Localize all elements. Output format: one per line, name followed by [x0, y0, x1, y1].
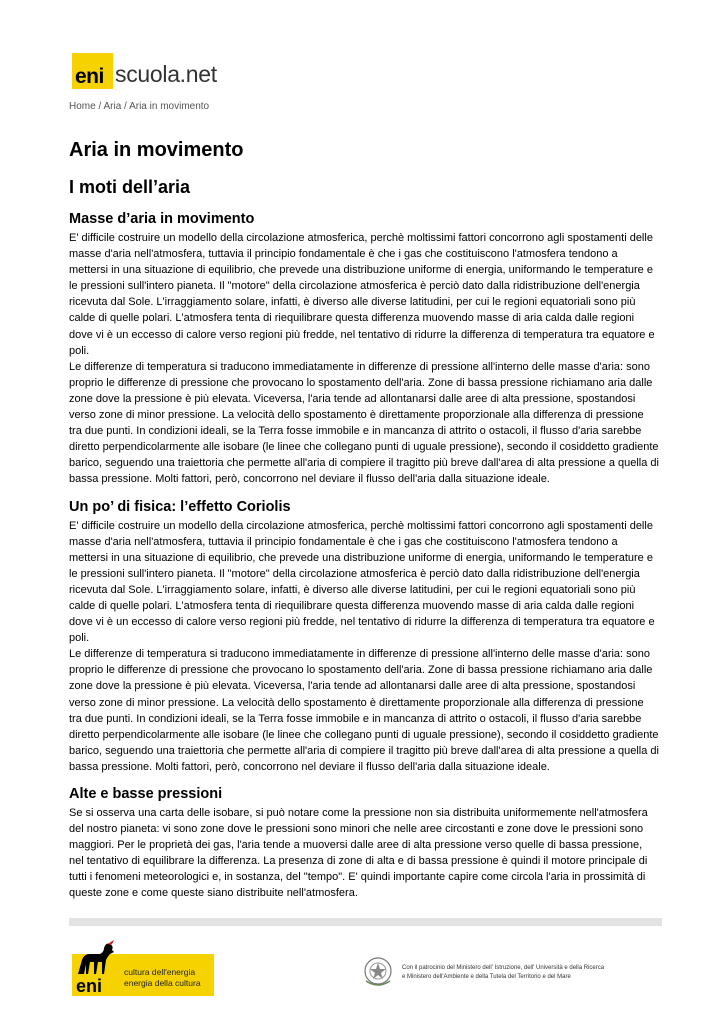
- section-alte-basse-pressioni: [69, 783, 659, 902]
- paragraph: Le differenze di temperatura si traducono immediatamente in differenze di pressione all'interno delle masse d'aria: sono proprio le differenze di pressione che provocano lo spostamento dell'aria. Zone di bassa pressione richiamano aria dalle zone dove la pressione è più elevata. Viceversa, l'aria tende ad allontanarsi dalle aree di alta pressione, spostandosi verso zone di minor pressione. La velocità dello spostamento è direttamente proporzionale alla differenza di pressione tra due punti. In condizioni ideali, se la Terra fosse immobile e in mancanza di attrito o ostacoli, il flusso d'aria sarebbe diretto perpendicolarmente alle isobare (le linee che collegano punti di uguale pressione), secondo il cosiddetto gradiente barico, seguendo una traiettoria che permette all'aria di compiere il tragitto più breve dall'area di alta pressione a quella di bassa pressione. Molti fattori, però, concorrono nel deviare il flusso dell'aria dalla situazione ideale.: [69, 360, 659, 486]
- article: [69, 136, 659, 902]
- section-heading: Masse d’aria in movimento: [69, 211, 255, 227]
- breadcrumb-home[interactable]: Home: [69, 101, 96, 112]
- footer-brand: eni: [76, 976, 103, 996]
- section-heading: Alte e basse pressioni: [69, 786, 223, 802]
- section-coriolis: [69, 496, 659, 776]
- patronage-line: e Ministero dell'Ambiente e della Tutela del Territorio e del Mare: [402, 974, 571, 980]
- logo-brand: eni: [75, 65, 104, 88]
- paragraph: Se si osserva una carta delle isobare, si può notare come la pressione non sia distribuita uniformemente nell'atmosfera del nostro pianeta: vi sono zone dove le pressioni sono minori che nelle aree circostanti e zone dove le pressioni sono maggiori. Per le proprietà dei gas, l'aria tende a muoversi dalle aree di alta pressione verso quelle di bassa pressione, nel tentativo di equilibrare la differenza. La presenza di zone di alta e di bassa pressione è quindi il motore principale di tutti i fenomeni meteorologici e, in sostanza, del "tempo". E' quindi importante capire come circola l'aria in prossimità di queste zone e come queste siano distribuite nell'atmosfera.: [69, 807, 648, 900]
- tagline-line: energia della cultura: [124, 978, 201, 988]
- paragraph: Le differenze di temperatura si traducono immediatamente in differenze di pressione all'interno delle masse d'aria: sono proprio le differenze di pressione che provocano lo spostamento dell'aria. Zone di bassa pressione richiamano aria dalle zone dove la pressione è più elevata. Viceversa, l'aria tende ad allontanarsi dalle aree di alta pressione, spostandosi verso zone di minor pressione. La velocità dello spostamento è direttamente proporzionale alla differenza di pressione tra due punti. In condizioni ideali, se la Terra fosse immobile e in mancanza di attrito o ostacoli, il flusso d'aria sarebbe diretto perpendicolarmente alle isobare (le linee che collegano punti di uguale pressione), secondo il cosiddetto gradiente barico, seguendo una traiettoria che permette all'aria di compiere il tragitto più breve dall'area di alta pressione a quella di bassa pressione. Molti fattori, però, concorrono nel deviare il flusso dell'aria dalla situazione ideale.: [69, 648, 659, 773]
- paragraph: E' difficile costruire un modello della circolazione atmosferica, perchè moltissimi fattori concorrono agli spostamenti delle masse d'aria nell'atmosfera, tuttavia il principio fondamentale è che i gas che costituiscono l'atmosfera tendono a mettersi in una situazione di equilibrio, che prevede una distribuzione uniforme di energia, uniformando le temperature e le pressioni sull'intero pianeta. Il "motore" della circolazione atmosferica è perciò dato dalla ridistribuzione dell'energia ricevuta dal Sole. L'irraggiamento solare, infatti, è diverso alle diverse latitudini, per cui le regioni equatoriali sono più calde di quelle polari. L'atmosfera tenta di riequilibrare questa differenza muovendo masse di aria calda dalle regioni dove vi è un eccesso di calore verso regioni più fredde, nel tentativo di ridurre la differenza di temperatura tra equatore e poli.: [69, 232, 655, 357]
- footer-divider: [69, 918, 662, 926]
- site-logo[interactable]: [72, 51, 217, 89]
- page-title: Aria in movimento: [69, 139, 244, 161]
- footer-eni-logo: [72, 940, 214, 998]
- patronage-line: Con il patrocinio del Ministero dell' Istruzione, dell' Università e della Ricerca: [402, 965, 605, 971]
- breadcrumb-separator: /: [95, 101, 104, 112]
- breadcrumb: [69, 101, 209, 112]
- italian-republic-emblem-icon: [362, 953, 394, 989]
- logo-site-name: scuola.net: [115, 61, 217, 87]
- paragraph: E' difficile costruire un modello della circolazione atmosferica, perchè moltissimi fattori concorrono agli spostamenti delle masse d'aria nell'atmosfera, tuttavia il principio fondamentale è che i gas che costituiscono l'atmosfera tendono a mettersi in una situazione di equilibrio, che prevede una distribuzione uniforme di energia, uniformando le temperature e le pressioni sull'intero pianeta. Il "motore" della circolazione atmosferica è perciò dato dalla ridistribuzione dell'energia ricevuta dal Sole. L'irraggiamento solare, infatti, è diverso alle diverse latitudini, per cui le regioni equatoriali sono più calde di quelle polari. L'atmosfera tenta di riequilibrare questa differenza muovendo masse di aria calda dalle regioni dove vi è un eccesso di calore verso regioni più fredde, nel tentativo di ridurre la differenza di temperatura tra equatore e poli.: [69, 519, 655, 645]
- breadcrumb-separator: /: [121, 101, 130, 112]
- breadcrumb-current: Aria in movimento: [129, 101, 210, 112]
- six-legged-dog-icon: [74, 940, 116, 976]
- section-heading: Un po’ di fisica: l’effetto Coriolis: [69, 498, 291, 515]
- breadcrumb-aria[interactable]: Aria: [103, 101, 122, 112]
- page-subtitle: I moti dell’aria: [69, 177, 191, 197]
- tagline-line: cultura dell'energia: [124, 967, 196, 977]
- eni-logo-box: [72, 53, 113, 89]
- footer-tagline: [124, 967, 201, 989]
- patronage-text: [402, 964, 604, 982]
- section-masse-aria: [69, 208, 659, 488]
